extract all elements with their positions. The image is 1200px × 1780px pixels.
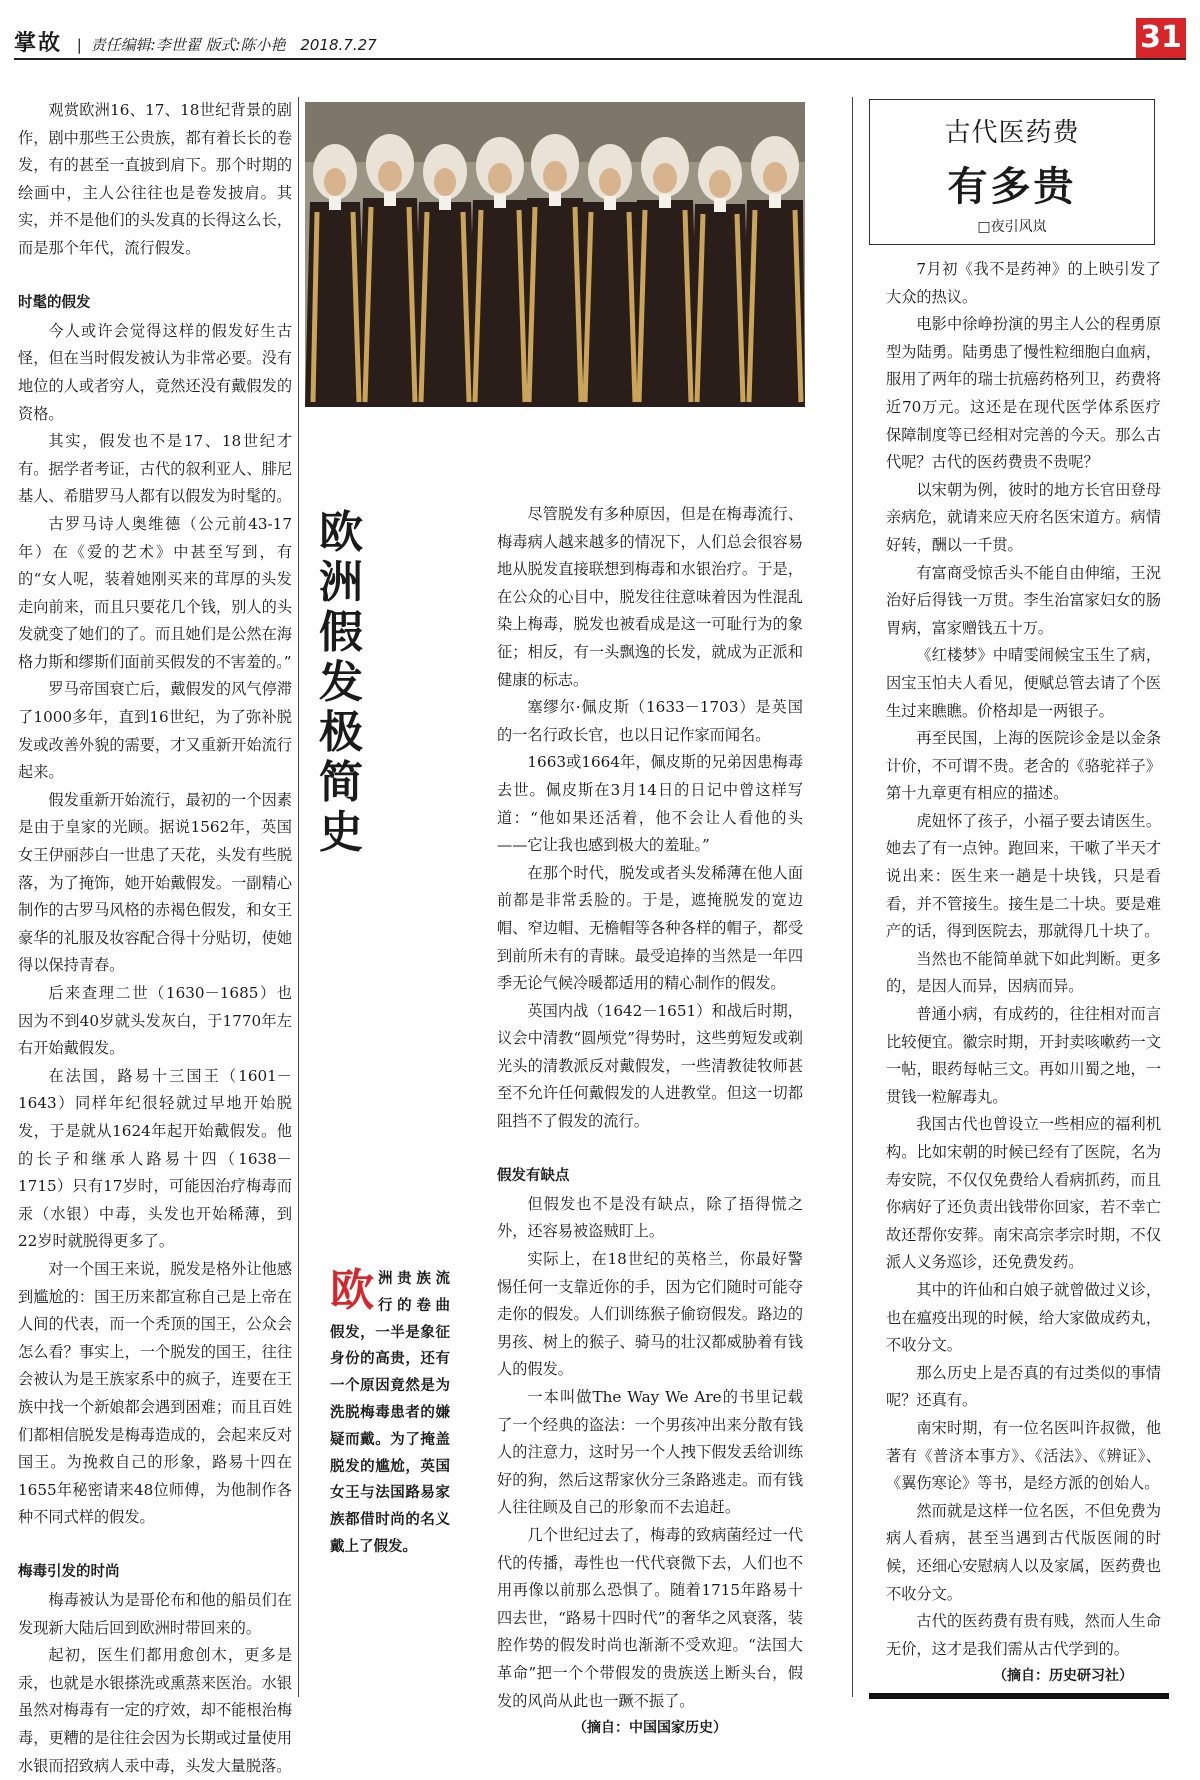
bottom-rule [869, 1693, 1169, 1699]
lead-text: 洲贵族流行的卷曲假发，一半是象征身份的高贵，还有一个原因竟然是为洗脱梅毒患者的嫌疑而戴。为了掩盖脱发的尴尬，英国女王与法国路易家族都借时尚的名义戴上了假发。 [330, 1271, 450, 1555]
section-name: 掌故 [14, 31, 63, 56]
page-header [14, 18, 1186, 58]
article2-title-box [869, 99, 1155, 245]
paragraph: 以宋朝为例，彼时的地方长官田登母亲病危，就请来应天府名医宋道方。病情好转，酬以一千贯。 [886, 480, 1161, 554]
section-heading-syphilis-fashion: 梅毒引发的时尚 [18, 1564, 120, 1581]
paragraph: 对一个国王来说，脱发是格外让他感到尴尬的：国王历来都宣称自己是上帝在人间的代表，而一个秃顶的国王，公众会怎么看？事实上，一个脱发的国王，往往会被认为是王族家系中的疯子，连要在王族中找一个新娘都会遇到困难；而且百姓们都相信脱发是梅毒造成的，会起来反对国王。为挽救自己的形象，路易十四在1655年秘密请来48位师傅，为他制作各种不同式样的假发。 [18, 1259, 292, 1527]
paragraph: 今人或许会觉得这样的假发好生古怪，但在当时假发被认为非常必要。没有地位的人或者穷人，竟然还没有戴假发的资格。 [18, 321, 292, 423]
paragraph: 《红楼梦》中晴雯闹候宝玉生了病，因宝玉怕夫人看见，便赋总管去请了个医生过来瞧瞧。价格却是一两银子。 [886, 646, 1161, 720]
paragraph: 英国内战（1642－1651）和战后时期，议会中清教“圆颅党”得势时，这些剪短发或剃光头的清教派反对戴假发，一些清教徒牧师甚至不允许任何戴假发的人进教堂。但这一切都阻挡不了假发的流行。 [497, 1001, 803, 1131]
paragraph: 罗马帝国衰亡后，戴假发的风气停滞了1000多年，直到16世纪，为了弥补脱发或改善外貌的需要，才又重新开始流行起来。 [18, 680, 292, 782]
article2-column [886, 256, 1161, 1691]
paragraph: 实际上，在18世纪的英格兰，你最好警惕任何一支靠近你的手，因为它们随时可能夺走你的假发。人们训练猴子偷窃假发。路边的男孩、树上的猴子、骑马的壮汉都威胁着有钱人的假发。 [497, 1250, 803, 1379]
paragraph: 那么历史上是否真的有过类似的事情呢？还真有。 [886, 1363, 1161, 1410]
paragraph: 再至民国，上海的医院诊金是以金条计价，不可谓不贵。老舍的《骆驼祥子》第十九章更有相应的描述。 [886, 729, 1161, 803]
paragraph: 7月初《我不是药神》的上映引发了大众的热议。 [886, 260, 1161, 306]
paragraph: 在法国，路易十三国王（1601－1643）同样年纪很轻就过早地开始脱发，于是就从1624年起开始戴假发。他的长子和继承人路易十四（1638－1715）只有17岁时，可能因治疗梅毒而汞（水银）中毒，头发也开始稀薄，到22岁时就脱得更多了。 [18, 1066, 292, 1251]
paragraph: 南宋时期，有一位名医叫许叔微，他著有《普济本事方》、《活法》、《辨证》、《翼伤寒论》等书，是经方派的创始人。 [886, 1418, 1161, 1493]
column-divider [852, 97, 853, 1697]
paragraph: 后来查理二世（1630－1685）也因为不到40岁就头发灰白，于1770年左右开始戴假发。 [18, 984, 292, 1058]
paragraph: 有富商受惊舌头不能自由伸缩，王況治好后得钱一万贯。李生治富家妇女的肠胃病，富家赠钱五十万。 [886, 563, 1161, 637]
article1-source: （摘自：中国国家历史） [573, 1720, 727, 1737]
article1-column-3 [497, 501, 803, 1743]
judges-in-wigs-photo [305, 102, 805, 407]
paragraph: 其实，假发也不是17、18世纪才有。据学者考证，古代的叙利亚人、腓尼基人、希腊罗马人都有以假发为时髦的。 [18, 432, 292, 506]
article1-intro: 观赏欧洲16、17、18世纪背景的剧作，剧中那些王公贵族，都有着长长的卷发，有的甚至一直披到肩下。那个时期的绘画中，主人公往往也是卷发披肩。其实，并不是他们的头发真的长得这么长，而是那个年代，流行假发。 [18, 101, 292, 257]
paragraph: 当然也不能简单就下如此判断。更多的，是因人而异，因病而异。 [886, 949, 1161, 996]
paragraph: 古罗马诗人奥维德（公元前43-17年）在《爱的艺术》中甚至写到，有的“女人呢，装着她刚买来的茸厚的头发走向前来，而且只要花几个钱，别人的头发就变了她们的了。而且她们是公然在海格力斯和缪斯们面前买假发的不害羞的。” [18, 514, 292, 671]
section-heading-wig-drawbacks: 假发有缺点 [497, 1168, 570, 1185]
issue-date: 2018.7.27 [300, 36, 377, 54]
paragraph: 但假发也不是没有缺点，除了捂得慌之外，还容易被盗贼盯上。 [497, 1194, 803, 1241]
page-number: 31 [1136, 18, 1186, 58]
section-heading-fashionable-wigs: 时髦的假发 [18, 295, 91, 312]
header-rule [14, 58, 1186, 60]
paragraph: 虎妞怀了孩子，小福子要去请医生。她去了有一点钟。跑回来，干嗽了半天才说出来：医生来一趟是十块钱，只是看看，并不管接生。接生是二十块。要是难产的话，得到医院去，那就得几十块了。 [886, 811, 1161, 941]
paragraph: 尽管脱发有多种原因，但是在梅毒流行、梅毒病人越来越多的情况下，人们总会很容易地从脱发直接联想到梅毒和水银治疗。于是，在公众的心目中，脱发往往意味着因为性混乱染上梅毒，脱发也被看成是这一可耻行为的象征；相反，有一头飘逸的长发，就成为正派和健康的标志。 [497, 505, 803, 689]
paragraph: 塞缪尔·佩皮斯（1633－1703）是英国的一名行政长官，也以日记作家而闻名。 [497, 698, 803, 744]
article2-author: □夜引风岚 [977, 219, 1047, 235]
paragraph: 假发重新开始流行，最初的一个因素是由于皇家的光顾。据说1562年，英国女王伊丽莎白一世患了天花，头发有些脱落，为了掩饰，她开始戴假发。一副精心制作的古罗马风格的赤褐色假发，和女王豪华的礼服及妆容配合得十分贴切，使她得以保持青春。 [18, 790, 292, 975]
article2-title-top: 古代医药费 [944, 118, 1080, 148]
paragraph: 普通小病，有成药的，往往相对而言比较便宜。徽宗时期，开封卖咳嗽药一文一帖，眼药每帖三文。再如川蜀之地，一贯钱一粒解毒丸。 [886, 1005, 1161, 1106]
header-info: 掌故 | 责任编辑:李世翟 版式:陈小艳 2018.7.27 [14, 31, 377, 56]
paragraph: 起初，医生们都用愈创木，更多是汞，也就是水银搽洗或熏蒸来医治。水银虽然对梅毒有一定的疗效，却不能根治梅毒，更糟的是往往会因为长期或过量使用水银而招致病人汞中毒，头发大量脱落。 [18, 1646, 292, 1775]
paragraph: 其中的许仙和白娘子就曾做过义诊，也在瘟疫出现的时候，给大家做成药丸，不收分文。 [886, 1280, 1161, 1355]
article2-title-main: 有多贵 [947, 164, 1077, 210]
article1-title: 欧洲假发极简史 [319, 508, 363, 857]
paragraph: 1663或1664年，佩皮斯的兄弟因患梅毒去世。佩皮斯在3月14日的日记中曾这样写道：“他如果还活着，他不会让人看他的头——它让我也感到极大的羞耻。” [497, 753, 803, 855]
column-divider [298, 97, 299, 1697]
paragraph: 一本叫做The Way We Are的书里记载了一个经典的盗法：一个男孩冲出来分散有钱人的注意力，这时另一个人拽下假发丢给训练好的狗，然后这帮家伙分三条路逃走。而有钱人往往顾及自己的形象而不去追赶。 [497, 1388, 803, 1517]
paragraph: 古代的医药费有贵有贱，然而人生命无价，这才是我们需从古代学到的。 [886, 1612, 1161, 1658]
paragraph: 然而就是这样一位名医，不但免费为病人看病，甚至当遇到古代版医闹的时候，还细心安慰病人以及家属，医药费也不收分文。 [886, 1501, 1161, 1603]
article2-source: （摘自：历史研习社） [993, 1668, 1133, 1685]
lead-dropcap: 欧 [330, 1265, 374, 1316]
editor-credit: 责任编辑:李世翟 [90, 36, 201, 54]
photo-illustration [305, 102, 805, 407]
article1-column-1 [18, 97, 292, 1780]
paragraph: 梅毒被认为是哥伦布和他的船员们在发现新大陆后回到欧洲时带回来的。 [18, 1591, 292, 1637]
paragraph: 我国古代也曾设立一些相应的福利机构。比如宋朝的时候已经有了医院，名为寿安院，不仅仅免费给人看病抓药，而且你病好了还负责出钱带你回家，若不幸亡故还帮你安葬。南宋高宗孝宗时期，不仅派人义务巡诊，还免费发药。 [886, 1115, 1161, 1272]
layout-credit: 版式:陈小艳 [205, 36, 286, 54]
paragraph: 在那个时代，脱发或者头发稀薄在他人面前都是非常丢脸的。于是，遮掩脱发的宽边帽、窄边帽、无檐帽等各种各样的帽子，都受到前所未有的青睐。最受追捧的当然是一年四季无论气候冷暖都适用的精心制作的假发。 [497, 863, 803, 993]
paragraph: 电影中徐峥扮演的男主人公的程勇原型为陆勇。陆勇患了慢性粒细胞白血病，服用了两年的瑞士抗癌药格列卫，药费将近70万元。这还是在现代医学体系医疗保障制度等已经相对完善的今天。那么古代呢？古代的医药费贵不贵呢？ [886, 315, 1161, 472]
paragraph: 几个世纪过去了，梅毒的致病菌经过一代代的传播，毒性也一代代衰微下去，人们也不用再像以前那么恐惧了。随着1715年路易十四去世，“路易十四时代”的奢华之风衰落，装腔作势的假发时尚也渐渐不受欢迎。“法国大革命”把一个个带假发的贵族送上断头台，假发的风尚从此也一蹶不振了。 [497, 1525, 803, 1710]
article1-lead [330, 1266, 450, 1561]
